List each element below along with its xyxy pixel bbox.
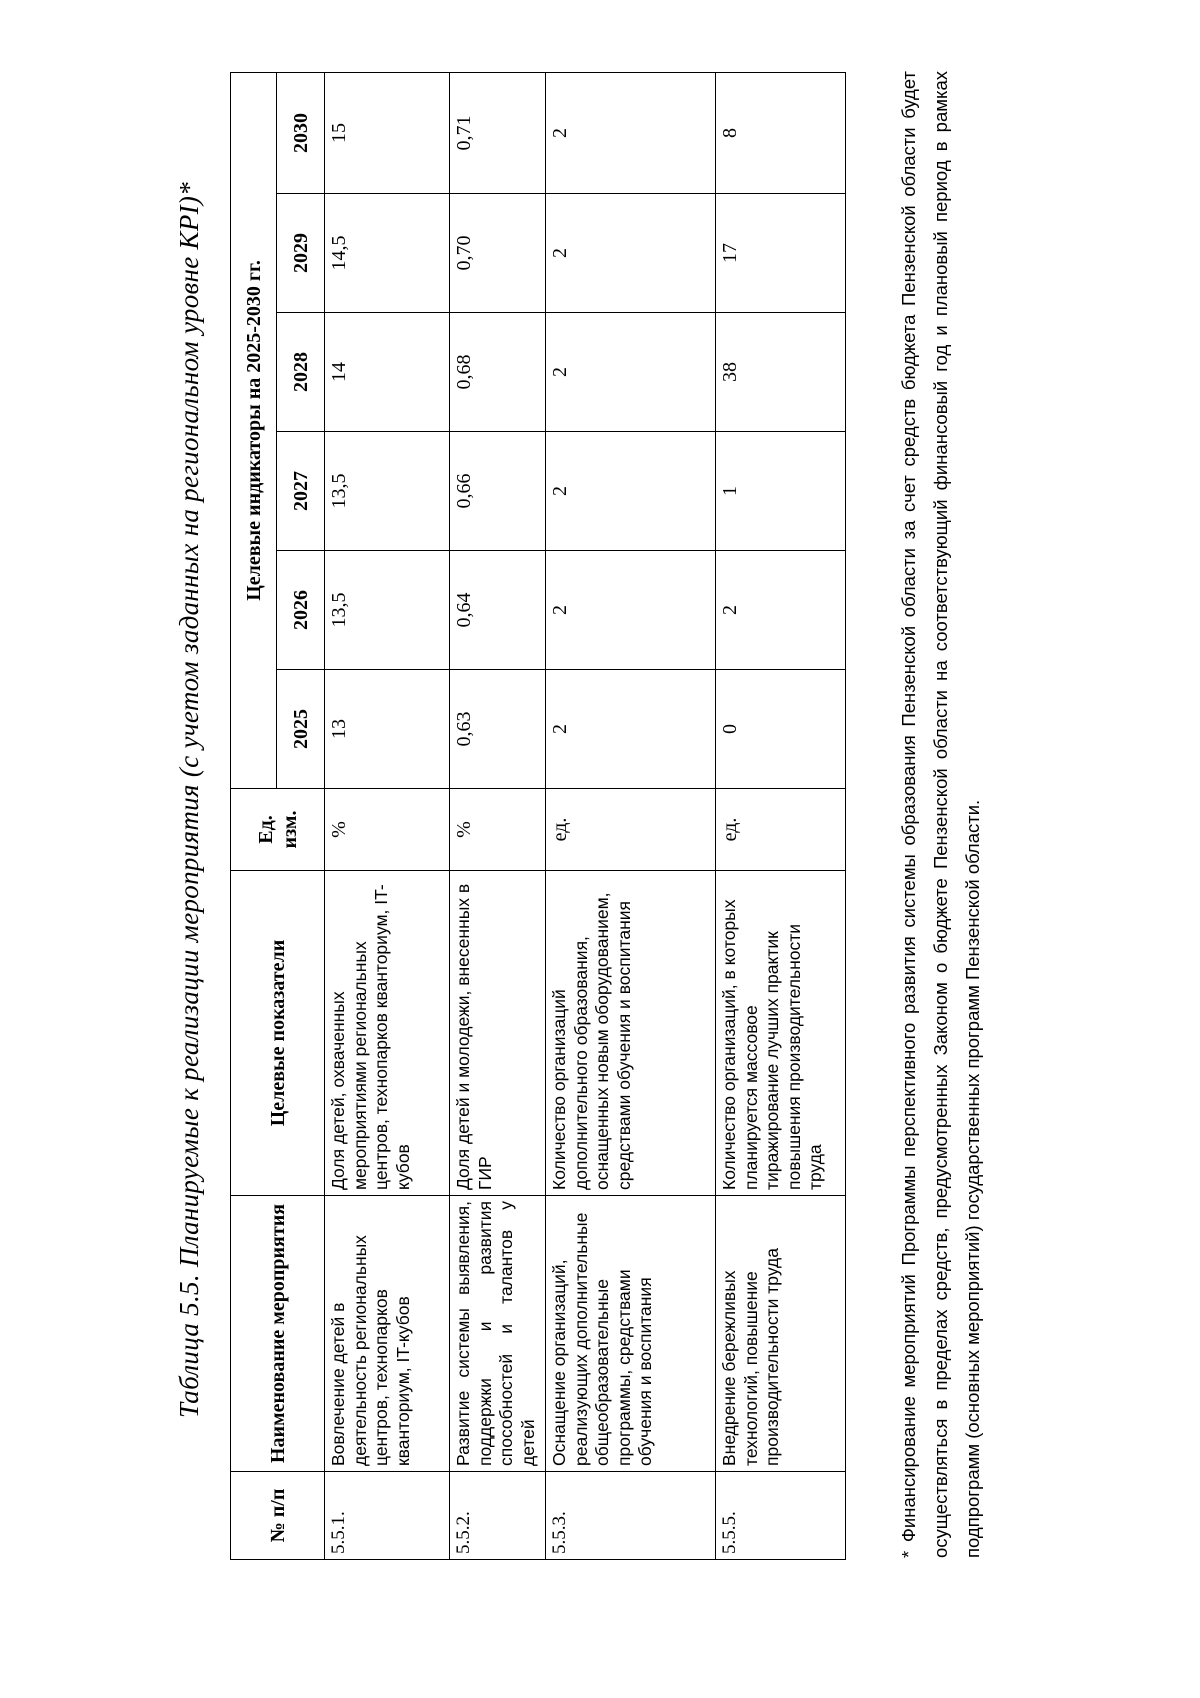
unit-cell: % — [450, 789, 546, 871]
kpi-table — [230, 72, 846, 1560]
row-number: 5.5.3. — [546, 1472, 716, 1560]
header-year: 2025 — [277, 670, 325, 789]
target-indicator: Количество организаций дополнительного образования, оснащенных новым оборудованием, средствами обучения и воспитания — [546, 871, 716, 1196]
header-unit: Ед. изм. — [231, 789, 325, 871]
value-cell: 8 — [716, 72, 846, 193]
header-year: 2030 — [277, 72, 325, 193]
value-cell: 14,5 — [325, 194, 450, 313]
header-name: Наименование мероприятия — [231, 1196, 325, 1472]
header-year: 2026 — [277, 551, 325, 670]
row-number: 5.5.2. — [450, 1472, 546, 1560]
value-cell: 1 — [716, 432, 846, 551]
value-cell: 2 — [546, 670, 716, 789]
value-cell: 2 — [546, 313, 716, 432]
target-indicator: Доля детей и молодежи, внесенных в ГИР — [450, 871, 546, 1196]
value-cell: 13,5 — [325, 551, 450, 670]
measure-name: Внедрение бережливых технологий, повышение производительности труда — [716, 1196, 846, 1472]
row-number: 5.5.5. — [716, 1472, 846, 1560]
value-cell: 0,70 — [450, 194, 546, 313]
value-cell: 0,64 — [450, 551, 546, 670]
header-year: 2027 — [277, 432, 325, 551]
value-cell: 15 — [325, 72, 450, 193]
value-cell: 0,66 — [450, 432, 546, 551]
header-targets-group: Целевые индикаторы на 2025-2030 гг. — [231, 72, 277, 788]
measure-name: Вовлечение детей в деятельность региональных центров, технопарков кванториум, IT-кубов — [325, 1196, 450, 1472]
value-cell: 2 — [546, 72, 716, 193]
header-row-1 — [231, 72, 277, 1559]
header-indicator: Целевые показатели — [231, 871, 325, 1196]
value-cell: 2 — [546, 432, 716, 551]
unit-cell: % — [325, 789, 450, 871]
row-number: 5.5.1. — [325, 1472, 450, 1560]
value-cell: 0,68 — [450, 313, 546, 432]
unit-cell: ед. — [716, 789, 846, 871]
value-cell: 13 — [325, 670, 450, 789]
table-row — [325, 72, 450, 1559]
value-cell: 2 — [546, 551, 716, 670]
value-cell: 2 — [716, 551, 846, 670]
value-cell: 13,5 — [325, 432, 450, 551]
target-indicator: Доля детей, охваченных мероприятиями региональных центров, технопарков кванториум, IT-кубов — [325, 871, 450, 1196]
target-indicator: Количество организаций, в которых планируется массовое тиражирование лучших практик повышения производительности труда — [716, 871, 846, 1196]
table-caption: Таблица 5.5. Планируемые к реализации мероприятия (с учетом заданных на региональном уровне KPI)* — [174, 181, 204, 1419]
value-cell: 17 — [716, 194, 846, 313]
header-year: 2029 — [277, 194, 325, 313]
value-cell: 0,63 — [450, 670, 546, 789]
unit-cell: ед. — [546, 789, 716, 871]
value-cell: 0 — [716, 670, 846, 789]
footnote: * Финансирование мероприятий Программы перспективного развития системы образования Пензенской области за счет средств бюджета Пензенской области будет осуществляться в пределах средств, предусмотренных Законом о бюджете Пензенской области на соответствующий финансовый год и плановый период в рамках подпрограмм (основных мероприятий) государственных программ Пензенской области. — [898, 71, 983, 1558]
table-row — [546, 72, 716, 1559]
value-cell: 14 — [325, 313, 450, 432]
table-row — [450, 72, 546, 1559]
value-cell: 2 — [546, 194, 716, 313]
table-row — [716, 72, 846, 1559]
measure-name: Развитие системы выявления, поддержки и развития способностей и талантов у детей — [450, 1196, 546, 1472]
value-cell: 0,71 — [450, 72, 546, 193]
header-num: № п/п — [231, 1472, 325, 1560]
measure-name: Оснащение организаций, реализующих дополнительные общеобразовательные программы, средствами обучения и воспитания — [546, 1196, 716, 1472]
value-cell: 38 — [716, 313, 846, 432]
header-year: 2028 — [277, 313, 325, 432]
